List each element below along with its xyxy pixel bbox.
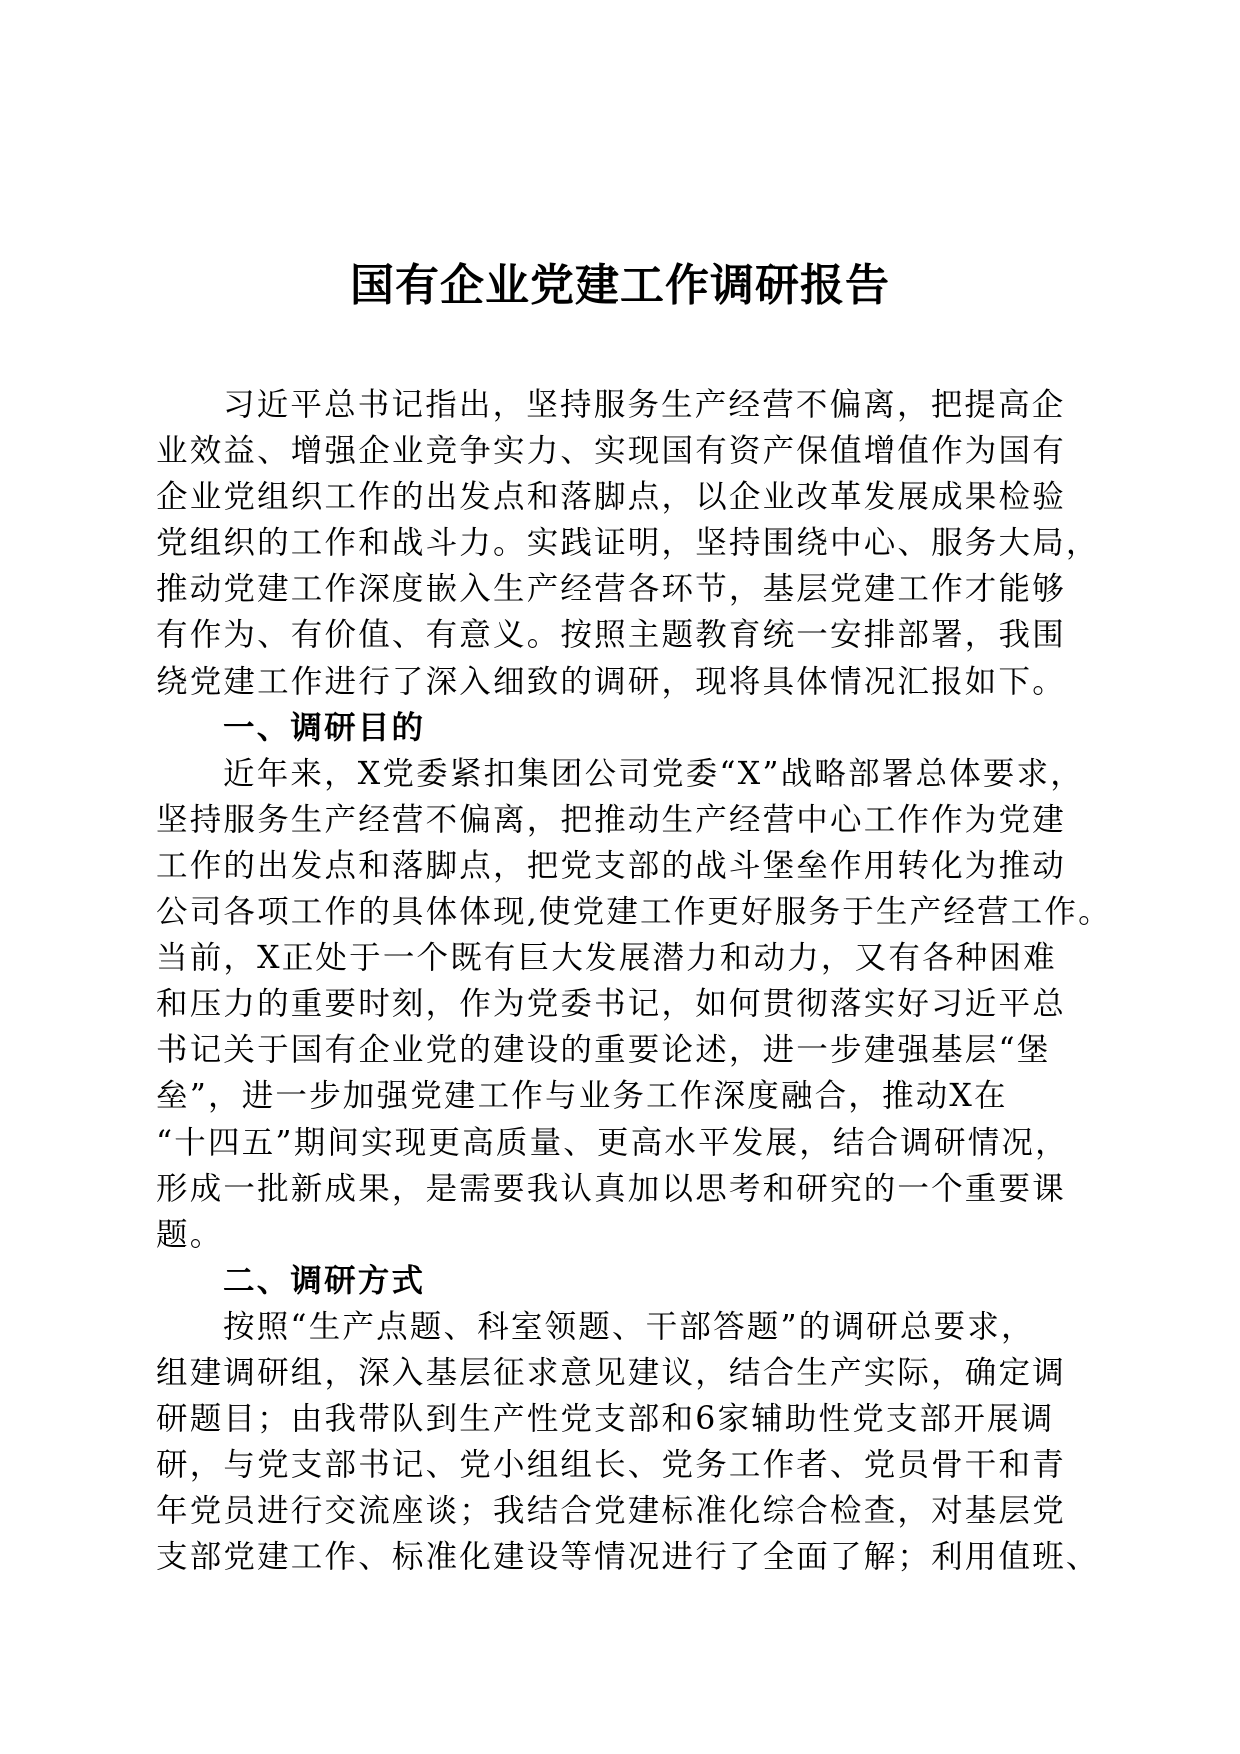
paragraph-line: 公司各项工作的具体体现,使党建工作更好服务于生产经营工作。	[156, 894, 1112, 931]
paragraph-line: 近年来，X党委紧扣集团公司党委“X”战略部署总体要求，	[223, 755, 1084, 792]
paragraph-line: “十四五”期间实现更高质量、更高水平发展，结合调研情况，	[156, 1124, 1069, 1161]
paragraph-line: 推动党建工作深度嵌入生产经营各环节，基层党建工作才能够	[156, 571, 1066, 608]
paragraph-line: 组建调研组，深入基层征求意见建议，结合生产实际，确定调	[156, 1354, 1066, 1391]
paragraph-line: 习近平总书记指出，坚持服务生产经营不偏离，把提高企	[223, 387, 1066, 423]
paragraph-line: 垒”，进一步加强党建工作与业务工作深度融合，推动X在	[156, 1078, 1008, 1115]
paragraph-line: 书记关于国有企业党的建设的重要论述，进一步建强基层“堡	[156, 1032, 1051, 1069]
paragraph-line: 当前，X正处于一个既有巨大发展潜力和动力，又有各种困难	[156, 940, 1057, 977]
paragraph-line: 年党员进行交流座谈；我结合党建标准化综合检查，对基层党	[156, 1493, 1066, 1530]
paragraph-line: 形成一批新成果，是需要我认真加以思考和研究的一个重要课	[156, 1170, 1066, 1207]
section-heading: 一、调研目的	[223, 708, 426, 746]
paragraph-line: 研题目；由我带队到生产性党支部和6家辅助性党支部开展调	[156, 1401, 1055, 1438]
paragraph-line: 和压力的重要时刻，作为党委书记，如何贯彻落实好习近平总	[156, 986, 1066, 1023]
paragraph-line: 有作为、有价值、有意义。按照主题教育统一安排部署，我围	[156, 617, 1066, 654]
paragraph-line: 绕党建工作进行了深入细致的调研，现将具体情况汇报如下。	[156, 663, 1066, 700]
paragraph-line: 企业党组织工作的出发点和落脚点，以企业改革发展成果检验	[156, 479, 1066, 516]
paragraph-line: 研，与党支部书记、党小组组长、党务工作者、党员骨干和青	[156, 1447, 1066, 1484]
section-heading: 二、调研方式	[223, 1261, 426, 1299]
paragraph-line: 题。	[156, 1216, 224, 1253]
paragraph-line: 工作的出发点和落脚点，把党支部的战斗堡垒作用转化为推动	[156, 847, 1066, 884]
document-body	[156, 382, 1116, 1580]
paragraph-line: 坚持服务生产经营不偏离，把推动生产经营中心工作作为党建	[156, 801, 1066, 838]
document-title: 国有企业党建工作调研报告	[350, 260, 890, 311]
paragraph-line: 党组织的工作和战斗力。实践证明，坚持围绕中心、服务大局，	[156, 525, 1100, 562]
paragraph-line: 按照“生产点题、科室领题、干部答题”的调研总要求，	[223, 1308, 1035, 1345]
paragraph-line: 支部党建工作、标准化建设等情况进行了全面了解；利用值班、	[156, 1539, 1100, 1576]
paragraph-line: 业效益、增强企业竞争实力、实现国有资产保值增值作为国有	[156, 433, 1066, 470]
